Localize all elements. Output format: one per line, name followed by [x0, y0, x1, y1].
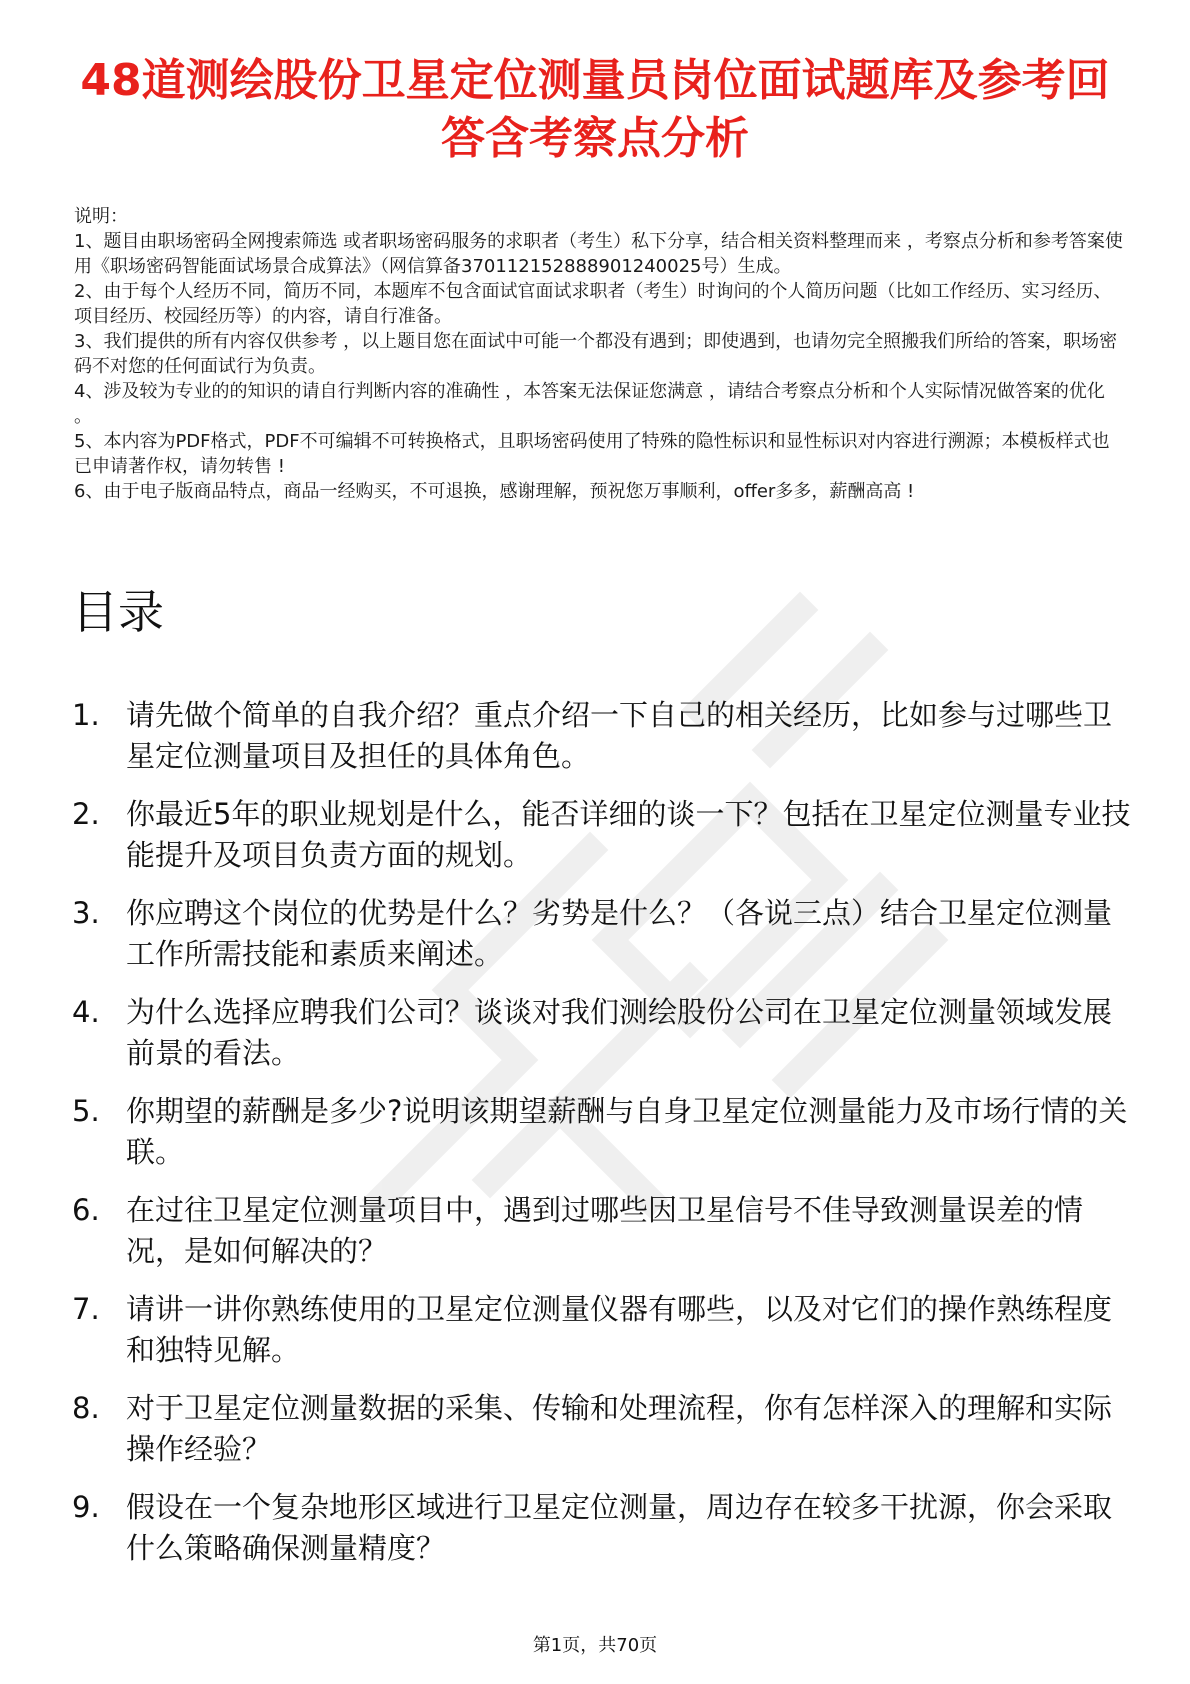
- question-text: 对于卫星定位测量数据的采集、传输和处理流程，你有怎样深入的理解和实际操作经验？: [126, 1391, 1113, 1466]
- notes-line: 2、由于每个人经历不同，简历不同，本题库不包含面试官面试求职者（考生）时询问的个人简历问题（比如工作经历、实习经历、项目经历、校园经历等）的内容，请自行准备。: [74, 281, 1112, 327]
- question-number: 8.: [72, 1391, 100, 1425]
- notes-line: 说明：: [74, 206, 128, 227]
- question-item: [72, 893, 1132, 975]
- question-text: 假设在一个复杂地形区域进行卫星定位测量，周边存在较多干扰源，你会采取什么策略确保测量精度？: [126, 1490, 1113, 1565]
- question-text: 你期望的薪酬是多少?说明该期望薪酬与自身卫星定位测量能力及市场行情的关联。: [126, 1094, 1128, 1169]
- question-item: [72, 695, 1132, 777]
- question-number: 1.: [72, 698, 100, 732]
- question-item: [72, 1091, 1132, 1173]
- document-title: 48道测绘股份卫星定位测量员岗位面试题库及参考回答含考察点分析: [80, 55, 1110, 164]
- question-list: [72, 695, 1132, 1586]
- question-text: 你最近5年的职业规划是什么，能否详细的谈一下？包括在卫星定位测量专业技能提升及项目负责方面的规划。: [126, 797, 1131, 872]
- question-item: [72, 794, 1132, 876]
- question-item: [72, 1388, 1132, 1470]
- question-item: [72, 1289, 1132, 1371]
- notes-line: 6、由于电子版商品特点，商品一经购买，不可退换，感谢理解，预祝您万事顺利，offer多多，薪酬高高 !: [74, 481, 915, 502]
- question-number: 9.: [72, 1490, 100, 1524]
- question-number: 6.: [72, 1193, 100, 1227]
- question-text: 为什么选择应聘我们公司？谈谈对我们测绘股份公司在卫星定位测量领域发展前景的看法。: [126, 995, 1113, 1070]
- question-item: [72, 992, 1132, 1074]
- question-text: 在过往卫星定位测量项目中，遇到过哪些因卫星信号不佳导致测量误差的情况，是如何解决的？: [126, 1193, 1084, 1268]
- question-number: 5.: [72, 1094, 100, 1128]
- question-text: 请讲一讲你熟练使用的卫星定位测量仪器有哪些，以及对它们的操作熟练程度和独特见解。: [126, 1292, 1113, 1367]
- question-text: 你应聘这个岗位的优势是什么？劣势是什么？（各说三点）结合卫星定位测量工作所需技能和素质来阐述。: [126, 896, 1113, 971]
- toc-heading: 目录: [72, 585, 164, 639]
- notes-line: 3、我们提供的所有内容仅供参考 ，以上题目您在面试中可能一个都没有遇到；即使遇到，也请勿完全照搬我们所给的答案，职场密码不对您的任何面试行为负责。: [74, 331, 1118, 377]
- notes-line: 1、题目由职场密码全网搜索筛选 或者职场密码服务的求职者（考生）私下分享，结合相关资料整理而来 ，考察点分析和参考答案使用《职场密码智能面试场景合成算法》（网信算备370112152888901240025号）生成。: [74, 231, 1123, 277]
- question-number: 2.: [72, 797, 100, 831]
- notes-line: 5、本内容为PDF格式，PDF不可编辑不可转换格式，且职场密码使用了特殊的隐性标识和显性标识对内容进行溯源；本模板样式也已申请著作权，请勿转售 !: [74, 431, 1110, 477]
- question-number: 3.: [72, 896, 100, 930]
- notes-line: 4、涉及较为专业的的知识的请自行判断内容的准确性 ，本答案无法保证您满意 ，请结合考察点分析和个人实际情况做答案的优化 。: [74, 381, 1105, 427]
- question-number: 4.: [72, 995, 100, 1029]
- question-number: 7.: [72, 1292, 100, 1326]
- notes-section: [74, 204, 1124, 504]
- question-text: 请先做个简单的自我介绍？重点介绍一下自己的相关经历，比如参与过哪些卫星定位测量项目及担任的具体角色。: [126, 698, 1113, 773]
- question-item: [72, 1190, 1132, 1272]
- page-footer: 第1页，共70页: [532, 1635, 658, 1656]
- question-item: [72, 1487, 1132, 1569]
